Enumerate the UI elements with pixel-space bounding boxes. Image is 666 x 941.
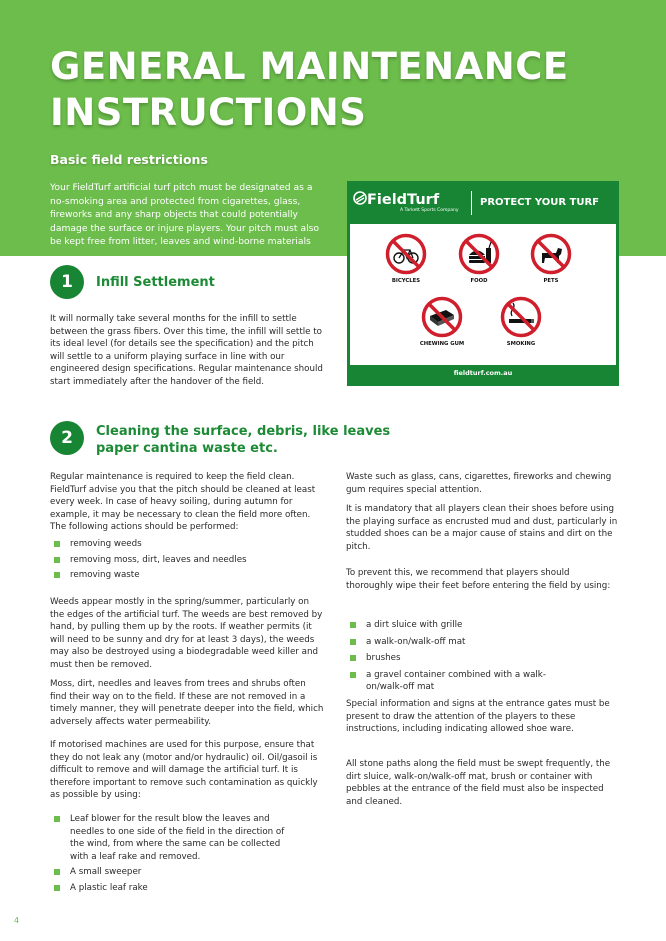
section-2-right-paragraph-2: It is mandatory that all players clean their shoes before using the playing surface as encrusted mud and dust, particularly in studded shoes can be a major cause of stains and dirt on the pitch. <box>346 504 618 552</box>
list-item: removing weeds <box>50 538 325 551</box>
bullet-icon <box>54 816 60 822</box>
bullet-icon <box>54 557 60 563</box>
list-item: removing waste <box>50 569 325 582</box>
label-chewing-gum: CHEWING GUM <box>419 341 465 347</box>
fieldturf-tagline: A Tarkett Sports Company <box>400 208 459 213</box>
section-2-heading: Cleaning the surface, debris, like leaves paper cantina waste etc. <box>96 424 391 456</box>
section-2-right-paragraph-5: All stone paths along the field must be swept frequently, the dirt sluice, walk-on/walk-off mat, brush or container with pebbles at the entrance of the field must also be inspected and cleaned. <box>346 759 611 807</box>
bullet-icon <box>350 672 356 678</box>
fieldturf-logo: FieldTurf <box>367 192 440 208</box>
list-item: a gravel container combined with a walk-on/walk-off mat <box>346 669 576 694</box>
chewing-gum-icon <box>421 296 463 338</box>
actions-list <box>50 538 325 582</box>
food-icon <box>458 233 500 275</box>
section-2-left-paragraph-3: Moss, dirt, needles and leaves from trees and shrubs often find their way on to the field. If these are not removed in a timely manner, they will penetrate deeper into the field, which adversely affects water permeability. <box>50 679 324 727</box>
section-2-left-paragraph-4: If motorised machines are used for this purpose, ensure that they do not leak any (motor and/or hydraulic) oil. Oil/gasoil is difficult to remove and will damage the artificial turf. It is therefore important to remove such contamination as quickly as possible by using: <box>50 740 318 801</box>
bullet-icon <box>54 885 60 891</box>
section-2-left-paragraph-1: Regular maintenance is required to keep the field clean. FieldTurf advise you that the pitch should be cleaned at least every week. In case of heavy soiling, during autumn for example, it may be necessary to clean the field more often. The following actions should be performed: <box>50 472 316 533</box>
bicycle-icon <box>385 233 427 275</box>
label-smoking: SMOKING <box>506 341 536 347</box>
label-pets: PETS <box>543 278 559 284</box>
section-1-body: It will normally take several months for the infill to settle between the grass fibers. Over this time, the infill will settle to its ideal level (for details see the specification) and the pitch will settle to a uniform playing surface in line with our engineered design specifications. Regular maintenance should start immediately after the handover of the field. <box>50 314 323 387</box>
section-1-number: 1 <box>50 265 84 299</box>
bullet-icon <box>54 541 60 547</box>
section-2-number: 2 <box>50 421 84 455</box>
section-2-left-paragraph-2: Weeds appear mostly in the spring/summer, particularly on the edges of the artificial turf. The weeds are best removed by hand, by pulling them up by the roots. If weather permits (it will need to be sunny and dry for at least 3 days), the weeds may also be destroyed using a biodegradable weed killer and must then be removed. <box>50 597 323 670</box>
wipe-feet-list <box>346 619 576 694</box>
list-item: removing moss, dirt, leaves and needles <box>50 554 325 567</box>
bullet-icon <box>350 639 356 645</box>
page-number: 4 <box>14 916 20 925</box>
label-bicycles: BICYCLES <box>391 278 421 284</box>
list-item: A small sweeper <box>50 866 300 879</box>
page-title: GENERAL MAINTENANCE INSTRUCTIONS <box>50 45 569 134</box>
bullet-icon <box>54 869 60 875</box>
bullet-icon <box>350 622 356 628</box>
bullet-icon <box>54 572 60 578</box>
intro-text: Your FieldTurf artificial turf pitch must be designated as a no-smoking area and protected from cigarettes, glass, fireworks and any sharp objects that could potentially damage the surface or injure players. Your pitch must also be kept free from litter, leaves and wind-borne materials <box>50 182 320 247</box>
divider <box>471 191 472 215</box>
list-item: brushes <box>346 652 576 665</box>
section-2-right-paragraph-1: Waste such as glass, cans, cigarettes, fireworks and chewing gum requires special attention. <box>346 472 612 495</box>
smoking-icon <box>500 296 542 338</box>
list-item: Leaf blower for the result blow the leaves and needles to one side of the field in the direction of the wind, from where the same can be collected with a leaf rake and removed. <box>50 813 300 863</box>
section-2-right-paragraph-4: Special information and signs at the entrance gates must be present to draw the attention of the players to these instructions, including indicating allowed shoe ware. <box>346 699 610 735</box>
section-1-heading: Infill Settlement <box>96 275 215 290</box>
fieldturf-logo-icon <box>353 191 367 205</box>
protect-your-turf-sign <box>347 181 619 386</box>
sign-header <box>347 181 619 224</box>
list-item: a dirt sluice with grille <box>346 619 576 632</box>
tools-list <box>50 813 300 895</box>
label-food: FOOD <box>470 278 488 284</box>
prohibition-panel <box>350 224 616 365</box>
pet-icon <box>530 233 572 275</box>
sign-website: fieldturf.com.au <box>453 369 513 377</box>
list-item: A plastic leaf rake <box>50 882 300 895</box>
list-item: a walk-on/walk-off mat <box>346 636 576 649</box>
section-2-right-paragraph-3: To prevent this, we recommend that players should thoroughly wipe their feet before entering the field by using: <box>346 568 611 591</box>
subtitle: Basic field restrictions <box>50 152 208 167</box>
sign-headline: PROTECT YOUR TURF <box>480 197 599 208</box>
bullet-icon <box>350 655 356 661</box>
